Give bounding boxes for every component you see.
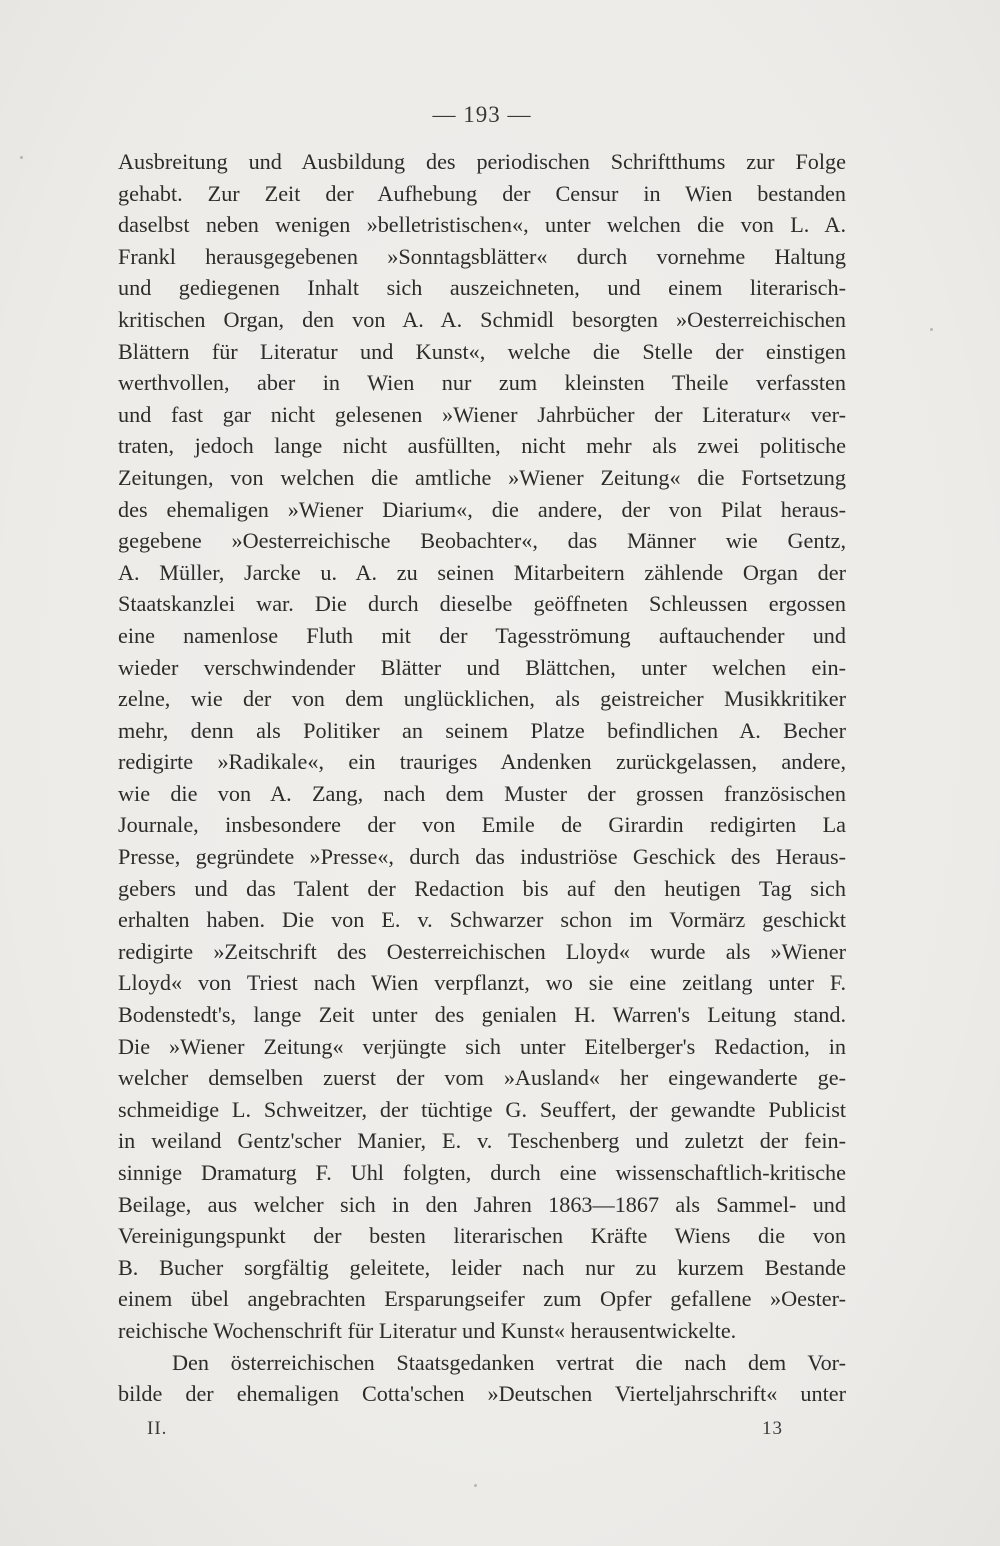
text-line: traten, jedoch lange nicht ausfüllten, nicht mehr als zwei politische	[118, 433, 846, 459]
text-line: gebers und das Talent der Redaction bis auf den heutigen Tag sich	[118, 875, 846, 901]
text-line: bilde der ehemaligen Cotta'schen »Deutschen Vierteljahrschrift« unter	[118, 1381, 846, 1407]
text-line: eine namenlose Fluth mit der Tagesströmung auftauchender und	[118, 622, 846, 648]
signature-mark: II.	[147, 1418, 168, 1439]
text-line: gegebene »Oesterreichische Beobachter«, das Männer wie Gentz,	[118, 528, 846, 554]
text-line: daselbst neben wenigen »belletristischen«, unter welchen die von L. A.	[118, 212, 846, 238]
text-line: erhalten haben. Die von E. v. Schwarzer schon im Vormärz geschickt	[118, 907, 846, 933]
text-line: Presse, gegründete »Presse«, durch das industriöse Geschick des Heraus-	[118, 844, 846, 870]
paper-speck	[930, 328, 933, 331]
text-line: redigirte »Radikale«, ein trauriges Andenken zurückgelassen, andere,	[118, 749, 846, 775]
text-line: wie die von A. Zang, nach dem Muster der grossen französischen	[118, 780, 846, 806]
text-line: A. Müller, Jarcke u. A. zu seinen Mitarbeitern zählende Organ der	[118, 559, 846, 585]
paper-speck	[474, 1484, 477, 1487]
text-line: werthvollen, aber in Wien nur zum kleinsten Theile verfassten	[118, 370, 846, 396]
sheet-number: 13	[762, 1418, 783, 1439]
text-line: Vereinigungspunkt der besten literarischen Kräfte Wiens die von	[118, 1223, 846, 1249]
text-line: Lloyd« von Triest nach Wien verpflanzt, wo sie eine zeitlang unter F.	[118, 970, 846, 996]
text-line: Journale, insbesondere der von Emile de Girardin redigirten La	[118, 812, 846, 838]
text-line: wieder verschwindender Blätter und Blättchen, unter welchen ein-	[118, 654, 846, 680]
text-line: Beilage, aus welcher sich in den Jahren 1863—1867 als Sammel- und	[118, 1191, 846, 1217]
page-number: — 193 —	[432, 102, 532, 127]
body-text	[118, 146, 846, 1410]
paper-speck	[20, 156, 23, 159]
text-line: Ausbreitung und Ausbildung des periodischen Schriftthums zur Folge	[118, 149, 846, 174]
text-line: Bodenstedt's, lange Zeit unter des genialen H. Warren's Leitung stand.	[118, 1002, 846, 1028]
text-line: schmeidige L. Schweitzer, der tüchtige G. Seuffert, der gewandte Publicist	[118, 1096, 846, 1122]
text-line: Blättern für Literatur und Kunst«, welche die Stelle der einstigen	[118, 338, 846, 364]
paragraph-start-line: Den österreichischen Staatsgedanken vertrat die nach dem Vor-	[172, 1349, 846, 1375]
text-line: und gediegenen Inhalt sich auszeichneten, und einem literarisch-	[118, 275, 846, 301]
text-line: in weiland Gentz'scher Manier, E. v. Teschenberg und zuletzt der fein-	[118, 1128, 846, 1154]
text-line: gehabt. Zur Zeit der Aufhebung der Censur in Wien bestanden	[118, 180, 846, 206]
text-line: einem übel angebrachten Ersparungseifer zum Opfer gefallene »Oester-	[118, 1286, 846, 1312]
text-line: Die »Wiener Zeitung« verjüngte sich unter Eitelberger's Redaction, in	[118, 1033, 846, 1059]
text-line: Frankl herausgegebenen »Sonntagsblätter« durch vornehme Haltung	[118, 243, 846, 269]
paragraph-end-line: reichische Wochenschrift für Literatur und Kunst« herausentwickelte.	[118, 1317, 737, 1343]
text-line: redigirte »Zeitschrift des Oesterreichischen Lloyd« wurde als »Wiener	[118, 938, 846, 964]
text-line: des ehemaligen »Wiener Diarium«, die andere, der von Pilat heraus-	[118, 496, 846, 522]
text-line: sinnige Dramaturg F. Uhl folgten, durch eine wissenschaftlich-kritische	[118, 1160, 846, 1185]
text-line: welcher demselben zuerst der vom »Ausland« her eingewanderte ge-	[118, 1065, 846, 1091]
text-line: kritischen Organ, den von A. A. Schmidl besorgten »Oesterreichischen	[118, 306, 846, 332]
text-line: Staatskanzlei war. Die durch dieselbe geöffneten Schleussen ergossen	[118, 591, 846, 617]
text-line: B. Bucher sorgfältig geleitete, leider nach nur zu kurzem Bestande	[118, 1254, 846, 1280]
text-line: und fast gar nicht gelesenen »Wiener Jahrbücher der Literatur« ver-	[118, 401, 846, 427]
text-line: mehr, denn als Politiker an seinem Platze befindlichen A. Becher	[118, 717, 846, 743]
text-line: zelne, wie der von dem unglücklichen, als geistreicher Musikkritiker	[118, 686, 846, 712]
text-line: Zeitungen, von welchen die amtliche »Wiener Zeitung« die Fortsetzung	[118, 464, 846, 490]
